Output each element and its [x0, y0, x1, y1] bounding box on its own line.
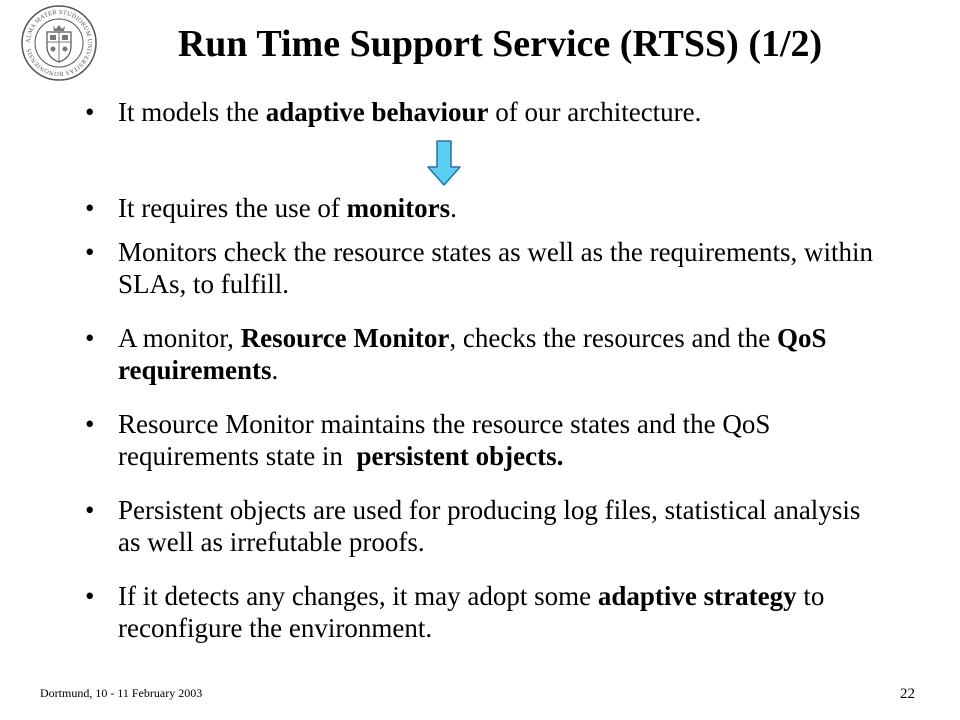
bullet-item-1	[85, 96, 885, 128]
bullet-text-segment: , checks the resources and the	[449, 323, 778, 353]
bullet-item-5	[85, 408, 885, 472]
down-arrow-icon	[427, 140, 461, 186]
page-number: 22	[900, 686, 915, 702]
bullet-bold-segment: monitors	[346, 193, 451, 223]
bullet-text-segment: A monitor,	[118, 323, 241, 353]
footer-date: Dortmund, 10 - 11 February 2003	[40, 686, 203, 700]
bullet-text-segment: Monitors check the resource states as well as the requirements, within SLAs, to fulfill.	[118, 237, 874, 299]
bullet-text-segment: .	[271, 355, 279, 385]
bullet-item-7	[85, 580, 885, 644]
bullet-bold-segment: adaptive behaviour	[265, 97, 489, 127]
bullet-text	[118, 580, 885, 644]
bullet-dot: •	[85, 193, 95, 223]
bullet-item-6	[85, 494, 885, 558]
bullet-text-segment: It models the	[118, 97, 266, 127]
bullet-bold-segment: adaptive strategy	[597, 581, 797, 611]
bullet-dot: •	[85, 581, 95, 611]
bullet-text-segment: It requires the use of	[118, 193, 347, 223]
bullet-dot: •	[85, 97, 95, 127]
bullet-text	[118, 494, 885, 558]
bullet-text	[118, 322, 885, 386]
bullet-text	[118, 192, 885, 224]
bullet-item-4	[85, 322, 885, 386]
bullet-dot: •	[85, 495, 95, 525]
bullet-item-2	[85, 192, 885, 224]
bullet-text-segment: If it detects any changes, it may adopt some	[118, 581, 598, 611]
bullet-bold-segment: Resource Monitor	[240, 323, 450, 353]
bullet-bold-segment: persistent objects.	[356, 441, 564, 471]
slide-title: Run Time Support Service (RTSS) (1/2)	[177, 23, 823, 65]
bullet-item-3	[85, 236, 885, 300]
bullet-text	[118, 236, 885, 300]
bullet-dot: •	[85, 237, 95, 267]
bullet-text	[118, 408, 885, 472]
bullet-text	[118, 96, 885, 128]
bullet-dot: •	[85, 323, 95, 353]
seal-lettering: ALMA MATER STUDIORUM UNIVERSITAS BONONIENSIS	[24, 8, 94, 78]
bullet-text-segment: to reconfigure the environment.	[118, 581, 825, 643]
bullet-text-segment: Resource Monitor maintains the resource states and the QoS requirements state in	[118, 409, 778, 471]
bullet-text-segment: Persistent objects are used for producing log files, statistical analysis as well as irrefutable proofs.	[118, 495, 861, 557]
bullet-text-segment: .	[450, 193, 457, 223]
bullet-dot: •	[85, 409, 95, 439]
bullet-text-segment: of our architecture.	[488, 97, 702, 127]
bullet-bold-segment: QoS requirements	[118, 323, 827, 385]
